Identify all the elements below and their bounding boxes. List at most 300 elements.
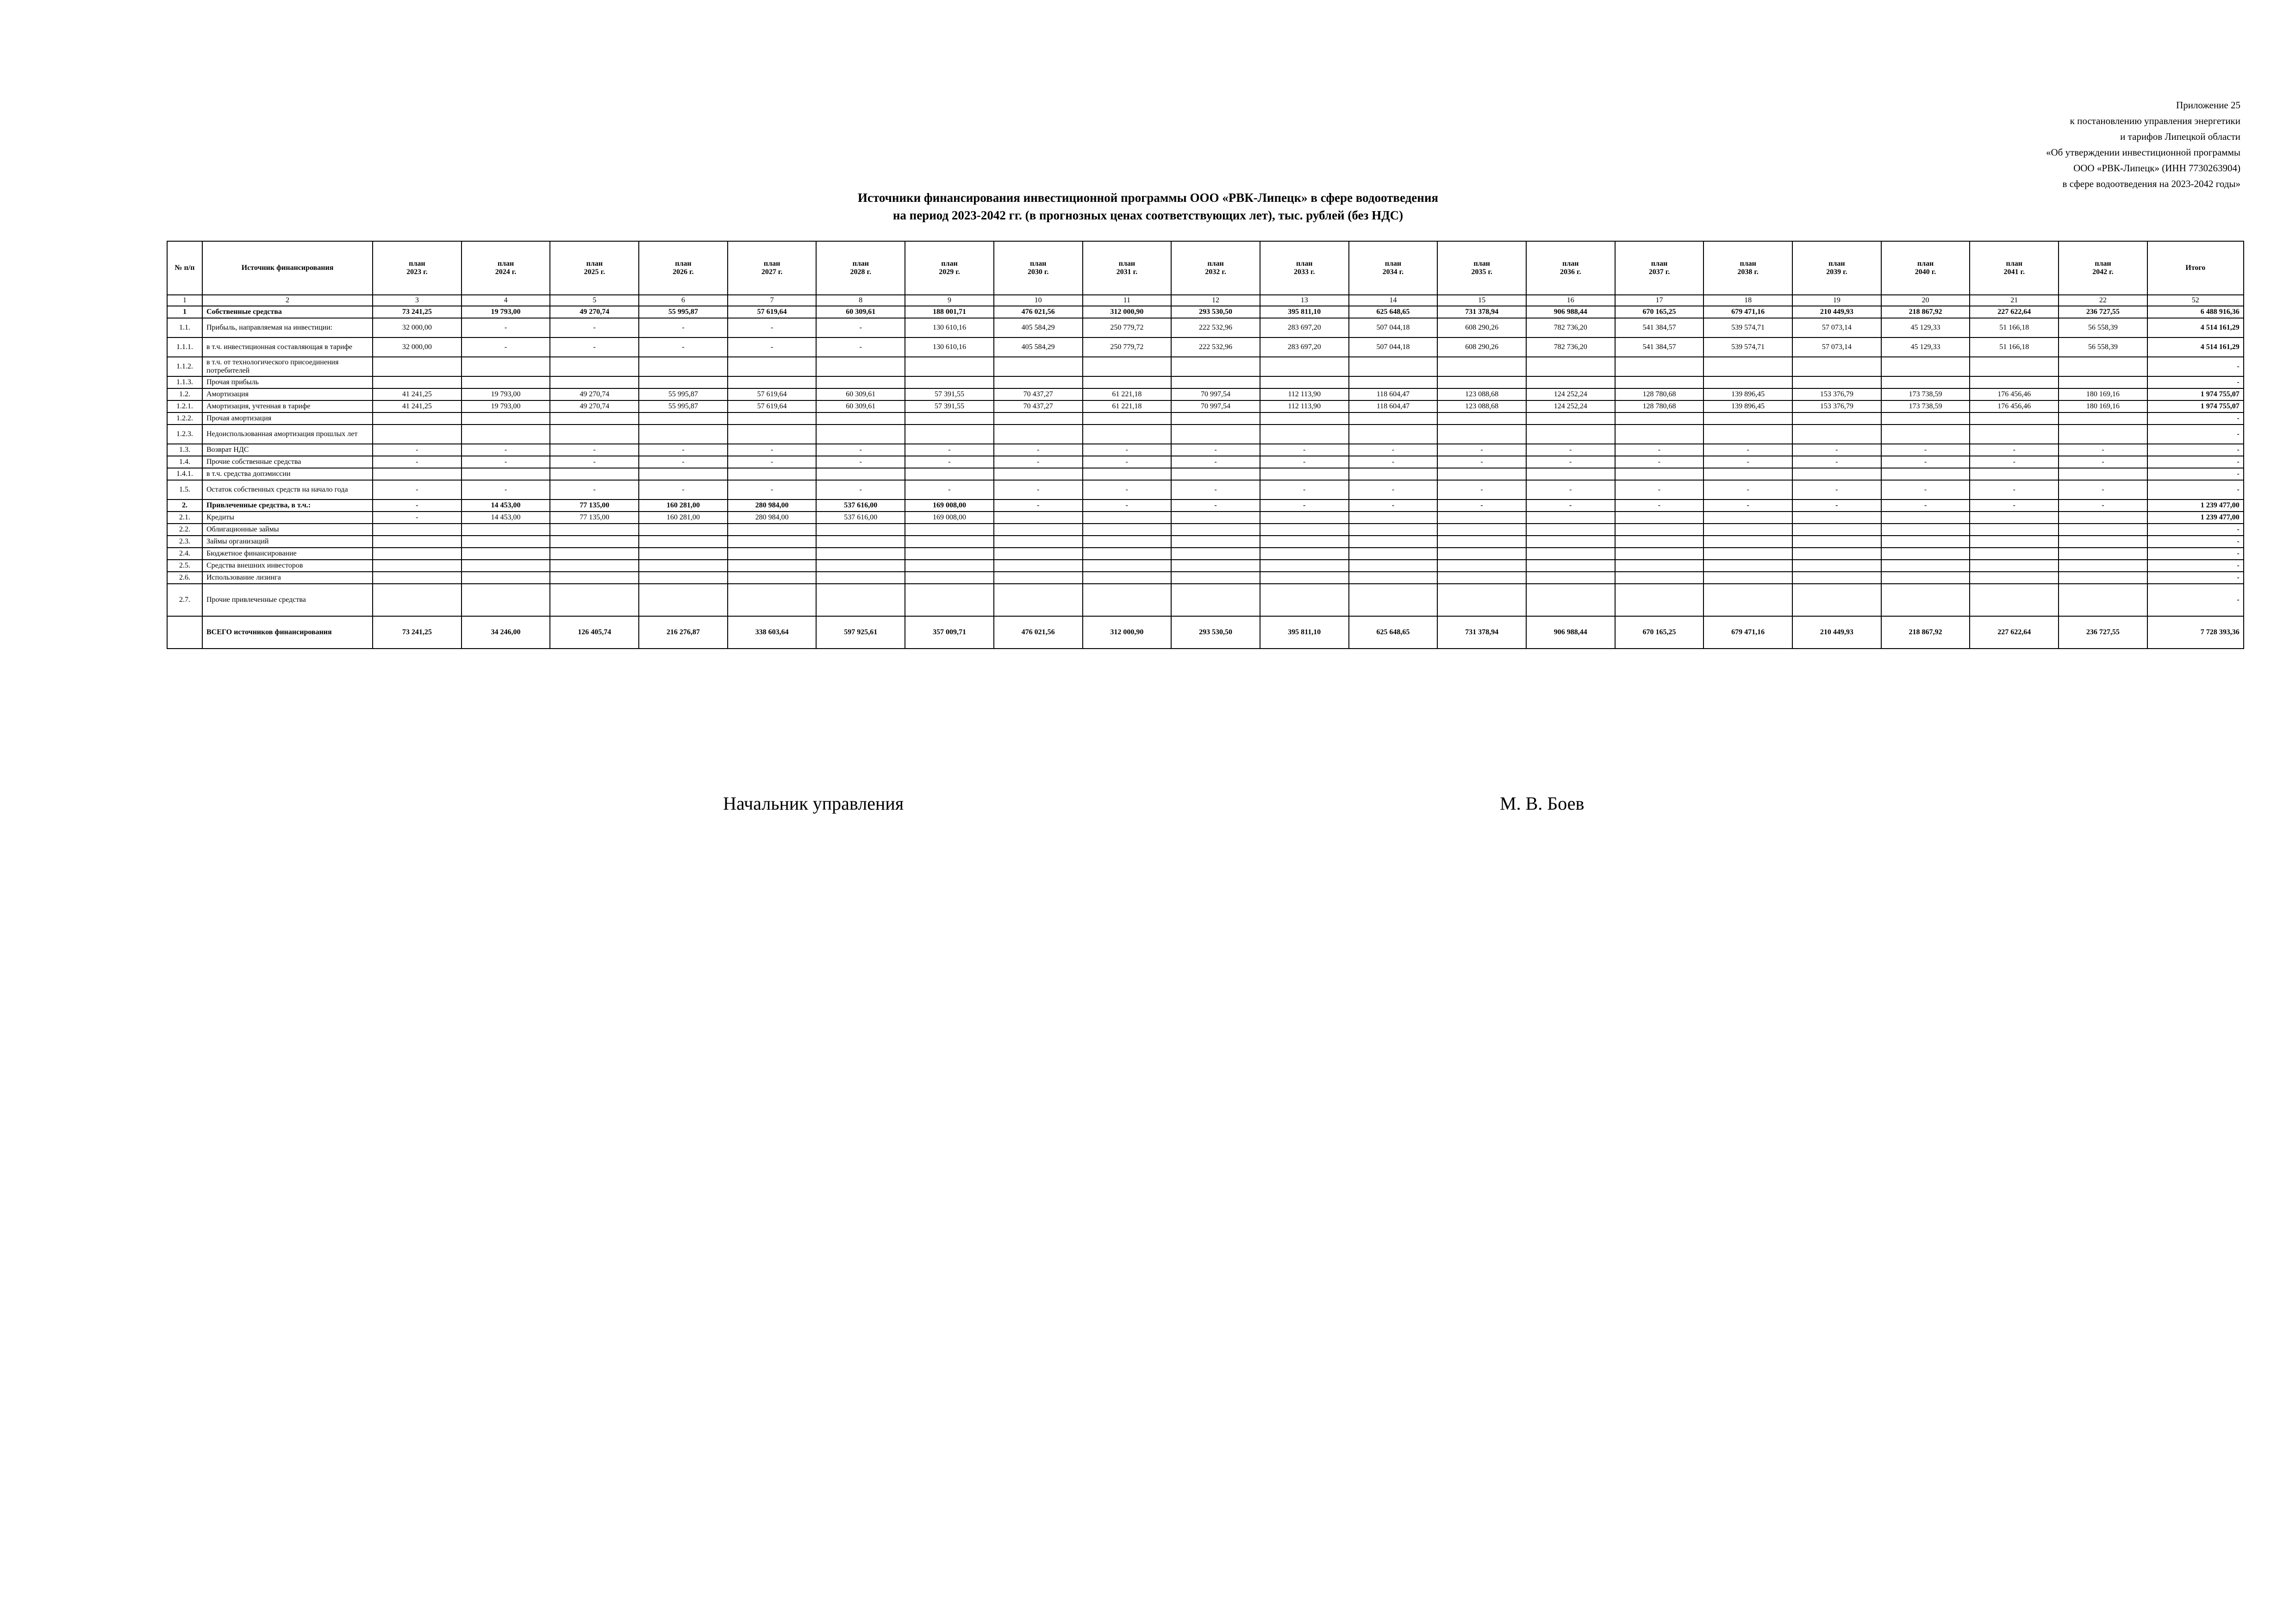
row-total: - xyxy=(2147,412,2244,425)
row-value: 124 252,24 xyxy=(1526,400,1615,412)
column-number: 19 xyxy=(1792,295,1881,306)
row-value xyxy=(1349,572,1438,584)
row-value: 188 001,71 xyxy=(905,306,994,318)
row-value xyxy=(1970,560,2059,572)
row-source-name: Недоиспользованная амортизация прошлых лет xyxy=(202,425,373,444)
row-value: 476 021,56 xyxy=(994,306,1083,318)
row-value: 173 738,59 xyxy=(1881,400,1970,412)
row-value: - xyxy=(1970,444,2059,456)
row-value: 357 009,71 xyxy=(905,616,994,649)
row-value: - xyxy=(550,444,639,456)
row-value xyxy=(1703,425,1792,444)
column-number: 7 xyxy=(728,295,817,306)
row-value: - xyxy=(1437,456,1526,468)
row-value: 608 290,26 xyxy=(1437,337,1526,357)
row-value xyxy=(728,560,817,572)
row-value xyxy=(550,412,639,425)
row-value xyxy=(1970,357,2059,376)
row-value: 782 736,20 xyxy=(1526,337,1615,357)
row-code: 1.2.1. xyxy=(167,400,202,412)
row-value: 49 270,74 xyxy=(550,400,639,412)
row-value: - xyxy=(1349,456,1438,468)
appendix-header xyxy=(1592,97,2240,192)
header-year-7 xyxy=(994,241,1083,295)
row-value: - xyxy=(816,480,905,500)
row-value: 222 532,96 xyxy=(1171,318,1260,337)
row-code: 2.1. xyxy=(167,512,202,524)
row-value xyxy=(728,584,817,616)
row-total: - xyxy=(2147,524,2244,536)
header-plan-label: план xyxy=(675,260,692,268)
row-value: 70 437,27 xyxy=(994,388,1083,400)
row-value: 19 793,00 xyxy=(462,306,550,318)
row-value xyxy=(1526,425,1615,444)
row-value xyxy=(2059,357,2147,376)
row-value: - xyxy=(1260,500,1349,512)
row-value xyxy=(1792,524,1881,536)
row-value: - xyxy=(1526,480,1615,500)
row-value: - xyxy=(1083,500,1172,512)
row-value xyxy=(1349,468,1438,480)
row-value xyxy=(728,548,817,560)
row-value xyxy=(1970,412,2059,425)
row-total: - xyxy=(2147,548,2244,560)
row-value xyxy=(639,412,728,425)
column-number: 14 xyxy=(1349,295,1438,306)
row-value: 118 604,47 xyxy=(1349,388,1438,400)
row-value xyxy=(728,412,817,425)
document-title xyxy=(0,189,2296,224)
row-value: 124 252,24 xyxy=(1526,388,1615,400)
row-value xyxy=(1526,412,1615,425)
row-value: 731 378,94 xyxy=(1437,616,1526,649)
header-year-3 xyxy=(639,241,728,295)
row-value: - xyxy=(994,456,1083,468)
row-value xyxy=(462,468,550,480)
row-value xyxy=(550,572,639,584)
row-value xyxy=(373,536,462,548)
row-value xyxy=(1526,536,1615,548)
row-code: 1.4.1. xyxy=(167,468,202,480)
row-total: 1 239 477,00 xyxy=(2147,500,2244,512)
row-value: - xyxy=(905,480,994,500)
header-plan-label: план xyxy=(2095,260,2111,268)
row-value: - xyxy=(1171,480,1260,500)
row-code: 2.6. xyxy=(167,572,202,584)
header-plan-label: план xyxy=(497,260,514,268)
row-value: 405 584,29 xyxy=(994,337,1083,357)
header-year-label: 2037 г. xyxy=(1648,268,1670,276)
header-year-14 xyxy=(1615,241,1704,295)
row-value xyxy=(994,572,1083,584)
row-value xyxy=(1260,357,1349,376)
row-value xyxy=(994,512,1083,524)
title-line-2: на период 2023-2042 гг. (в прогнозных ценах соответствующих лет), тыс. рублей (без НДС) xyxy=(892,208,1404,222)
row-value xyxy=(1526,548,1615,560)
row-value: 395 811,10 xyxy=(1260,616,1349,649)
header-year-16 xyxy=(1792,241,1881,295)
row-code: 2.7. xyxy=(167,584,202,616)
row-value: 41 241,25 xyxy=(373,400,462,412)
row-code: 2.3. xyxy=(167,536,202,548)
row-value xyxy=(1083,512,1172,524)
table-row xyxy=(167,425,2244,444)
row-value: - xyxy=(1703,444,1792,456)
table-row xyxy=(167,584,2244,616)
row-value xyxy=(994,376,1083,388)
row-source-name: Прочие привлеченные средства xyxy=(202,584,373,616)
row-value: - xyxy=(1437,500,1526,512)
row-value: - xyxy=(1970,480,2059,500)
row-value: - xyxy=(1083,480,1172,500)
row-value: 34 246,00 xyxy=(462,616,550,649)
header-year-4 xyxy=(728,241,817,295)
row-value xyxy=(462,425,550,444)
row-value: 61 221,18 xyxy=(1083,388,1172,400)
row-value xyxy=(1792,584,1881,616)
row-value xyxy=(1703,376,1792,388)
row-value xyxy=(1260,425,1349,444)
row-value xyxy=(728,357,817,376)
row-value: 57 619,64 xyxy=(728,306,817,318)
header-year-label: 2036 г. xyxy=(1560,268,1581,276)
row-total: - xyxy=(2147,584,2244,616)
row-value: - xyxy=(816,337,905,357)
row-value xyxy=(462,536,550,548)
column-number: 5 xyxy=(550,295,639,306)
row-value: 218 867,92 xyxy=(1881,306,1970,318)
header-plan-label: план xyxy=(1828,260,1845,268)
row-value: - xyxy=(728,318,817,337)
row-value: 312 000,90 xyxy=(1083,306,1172,318)
row-value xyxy=(1260,468,1349,480)
column-number: 13 xyxy=(1260,295,1349,306)
row-value xyxy=(905,536,994,548)
row-value xyxy=(462,560,550,572)
row-value xyxy=(1083,357,1172,376)
row-value xyxy=(816,560,905,572)
row-value: - xyxy=(373,480,462,500)
row-value xyxy=(1881,412,1970,425)
row-value xyxy=(1437,548,1526,560)
header-year-2 xyxy=(550,241,639,295)
row-value xyxy=(1349,548,1438,560)
row-value xyxy=(1792,468,1881,480)
header-plan-label: план xyxy=(1029,260,1047,268)
row-value: - xyxy=(639,318,728,337)
row-value xyxy=(1792,512,1881,524)
table-row xyxy=(167,500,2244,512)
row-source-name: Кредиты xyxy=(202,512,373,524)
row-value xyxy=(1349,512,1438,524)
row-value: 128 780,68 xyxy=(1615,388,1704,400)
row-value: 73 241,25 xyxy=(373,616,462,649)
row-value xyxy=(1615,536,1704,548)
row-value: 180 169,16 xyxy=(2059,388,2147,400)
row-value xyxy=(373,584,462,616)
row-value xyxy=(1970,524,2059,536)
row-value xyxy=(1615,548,1704,560)
row-value xyxy=(994,536,1083,548)
row-source-name: ВСЕГО источников финансирования xyxy=(202,616,373,649)
row-value xyxy=(994,524,1083,536)
row-value: 60 309,61 xyxy=(816,388,905,400)
row-value xyxy=(1083,412,1172,425)
row-value: 541 384,57 xyxy=(1615,318,1704,337)
header-year-label: 2035 г. xyxy=(1471,268,1492,276)
header-year-label: 2026 г. xyxy=(673,268,694,276)
row-value: 906 988,44 xyxy=(1526,616,1615,649)
row-value: - xyxy=(1615,480,1704,500)
row-value xyxy=(816,584,905,616)
header-year-19 xyxy=(2059,241,2147,295)
appendix-line: и тарифов Липецкой области xyxy=(2120,131,2240,142)
row-value: 112 113,90 xyxy=(1260,400,1349,412)
header-year-18 xyxy=(1970,241,2059,295)
signatory-position: Начальник управления xyxy=(723,793,904,814)
header-year-label: 2042 г. xyxy=(2092,268,2114,276)
row-source-name: Прибыль, направляемая на инвестиции: xyxy=(202,318,373,337)
row-value: - xyxy=(2059,480,2147,500)
row-value: 130 610,16 xyxy=(905,337,994,357)
row-value: 338 603,64 xyxy=(728,616,817,649)
row-value xyxy=(1437,468,1526,480)
row-value xyxy=(550,468,639,480)
row-value: - xyxy=(462,444,550,456)
row-value: - xyxy=(639,337,728,357)
row-value xyxy=(1881,376,1970,388)
row-value: 57 619,64 xyxy=(728,400,817,412)
row-value: 126 405,74 xyxy=(550,616,639,649)
appendix-line: к постановлению управления энергетики xyxy=(2070,115,2240,126)
row-value: 507 044,18 xyxy=(1349,337,1438,357)
column-number: 18 xyxy=(1703,295,1792,306)
row-value: - xyxy=(1349,480,1438,500)
row-code: 1.5. xyxy=(167,480,202,500)
row-value: - xyxy=(905,456,994,468)
row-value xyxy=(905,376,994,388)
row-value xyxy=(905,560,994,572)
header-year-label: 2033 г. xyxy=(1293,268,1315,276)
header-year-label: 2039 г. xyxy=(1826,268,1847,276)
row-value: 227 622,64 xyxy=(1970,616,2059,649)
row-value: - xyxy=(1260,456,1349,468)
row-value xyxy=(1970,584,2059,616)
row-value: 216 276,87 xyxy=(639,616,728,649)
table-row xyxy=(167,572,2244,584)
row-value: - xyxy=(1526,500,1615,512)
row-value: 49 270,74 xyxy=(550,388,639,400)
row-value xyxy=(1970,468,2059,480)
row-value xyxy=(1970,512,2059,524)
row-value xyxy=(1881,524,1970,536)
row-value: 61 221,18 xyxy=(1083,400,1172,412)
row-value xyxy=(1349,425,1438,444)
row-value xyxy=(1349,376,1438,388)
row-value xyxy=(639,357,728,376)
row-value xyxy=(2059,425,2147,444)
column-number: 15 xyxy=(1437,295,1526,306)
row-value xyxy=(816,468,905,480)
row-value: - xyxy=(1792,500,1881,512)
column-number: 2 xyxy=(202,295,373,306)
row-value xyxy=(550,548,639,560)
row-value xyxy=(905,425,994,444)
row-value: - xyxy=(905,444,994,456)
row-value xyxy=(1437,560,1526,572)
row-code: 1.4. xyxy=(167,456,202,468)
row-value xyxy=(373,376,462,388)
row-value xyxy=(639,560,728,572)
row-value: - xyxy=(462,337,550,357)
row-value xyxy=(550,560,639,572)
row-value xyxy=(2059,524,2147,536)
row-value xyxy=(373,560,462,572)
row-value xyxy=(905,468,994,480)
row-value: - xyxy=(639,444,728,456)
row-value xyxy=(1881,560,1970,572)
row-value xyxy=(1349,584,1438,616)
row-value: - xyxy=(550,480,639,500)
row-value xyxy=(1526,560,1615,572)
row-value: - xyxy=(2059,456,2147,468)
row-value xyxy=(905,412,994,425)
row-value: 539 574,71 xyxy=(1703,337,1792,357)
row-code: 2.5. xyxy=(167,560,202,572)
row-value xyxy=(462,376,550,388)
row-code: 2.4. xyxy=(167,548,202,560)
row-value xyxy=(1260,376,1349,388)
row-source-name: Бюджетное финансирование xyxy=(202,548,373,560)
row-value: 49 270,74 xyxy=(550,306,639,318)
header-plan-label: план xyxy=(2006,260,2022,268)
row-value: 41 241,25 xyxy=(373,388,462,400)
row-value: - xyxy=(373,456,462,468)
row-value: 19 793,00 xyxy=(462,388,550,400)
row-value: - xyxy=(1792,444,1881,456)
row-value: - xyxy=(1792,456,1881,468)
header-plan-label: план xyxy=(1296,260,1313,268)
signatory-name: М. В. Боев xyxy=(1500,793,1585,814)
row-value xyxy=(1260,584,1349,616)
row-value: 283 697,20 xyxy=(1260,318,1349,337)
row-value xyxy=(1703,584,1792,616)
row-source-name: Займы организаций xyxy=(202,536,373,548)
column-number: 17 xyxy=(1615,295,1704,306)
row-value: 112 113,90 xyxy=(1260,388,1349,400)
appendix-line: ООО «РВК-Липецк» (ИНН 7730263904) xyxy=(2073,162,2240,174)
row-total: - xyxy=(2147,560,2244,572)
row-value: 395 811,10 xyxy=(1260,306,1349,318)
row-value: - xyxy=(994,444,1083,456)
row-value: 541 384,57 xyxy=(1615,337,1704,357)
row-value xyxy=(1792,425,1881,444)
row-total: 4 514 161,29 xyxy=(2147,337,2244,357)
row-value: 57 073,14 xyxy=(1792,318,1881,337)
row-value: 782 736,20 xyxy=(1526,318,1615,337)
row-value: 679 471,16 xyxy=(1703,306,1792,318)
row-value xyxy=(1437,357,1526,376)
row-value xyxy=(1792,572,1881,584)
header-year-label: 2027 г. xyxy=(761,268,783,276)
row-value: 73 241,25 xyxy=(373,306,462,318)
row-value xyxy=(816,572,905,584)
row-value: 250 779,72 xyxy=(1083,318,1172,337)
row-source-name: в т.ч. средства допэмиссии xyxy=(202,468,373,480)
row-source-name: Амортизация, учтенная в тарифе xyxy=(202,400,373,412)
header-year-0 xyxy=(373,241,462,295)
row-value: - xyxy=(1881,500,1970,512)
row-value xyxy=(1970,548,2059,560)
row-value: 51 166,18 xyxy=(1970,318,2059,337)
column-number: 10 xyxy=(994,295,1083,306)
row-value xyxy=(1792,560,1881,572)
row-value: 70 437,27 xyxy=(994,400,1083,412)
row-value xyxy=(373,524,462,536)
financing-sources-table xyxy=(167,241,2244,649)
table-row xyxy=(167,468,2244,480)
table-row xyxy=(167,376,2244,388)
row-value xyxy=(1792,548,1881,560)
row-value: 169 008,00 xyxy=(905,512,994,524)
row-value xyxy=(2059,572,2147,584)
row-total: - xyxy=(2147,425,2244,444)
header-plan-label: план xyxy=(1740,260,1756,268)
row-value: 227 622,64 xyxy=(1970,306,2059,318)
row-value: - xyxy=(816,456,905,468)
row-value: 625 648,65 xyxy=(1349,306,1438,318)
row-source-name: в т.ч. инвестиционная составляющая в тарифе xyxy=(202,337,373,357)
row-value xyxy=(2059,412,2147,425)
row-value: 57 073,14 xyxy=(1792,337,1881,357)
row-value xyxy=(1615,376,1704,388)
table-row xyxy=(167,337,2244,357)
row-value: - xyxy=(1526,456,1615,468)
row-value: 56 558,39 xyxy=(2059,337,2147,357)
row-code: 1.3. xyxy=(167,444,202,456)
row-value: 19 793,00 xyxy=(462,400,550,412)
header-plan-label: план xyxy=(586,260,603,268)
row-value: - xyxy=(639,480,728,500)
row-source-name: в т.ч. от технологического присоединения потребителей xyxy=(202,357,373,376)
row-value xyxy=(462,572,550,584)
column-number: 9 xyxy=(905,295,994,306)
row-value: 45 129,33 xyxy=(1881,318,1970,337)
row-value xyxy=(1615,572,1704,584)
row-value: - xyxy=(2059,444,2147,456)
row-value: 176 456,46 xyxy=(1970,388,2059,400)
header-year-1 xyxy=(462,241,550,295)
row-value: 118 604,47 xyxy=(1349,400,1438,412)
row-value: 14 453,00 xyxy=(462,500,550,512)
row-value xyxy=(1437,536,1526,548)
header-plan-label: план xyxy=(941,260,958,268)
row-value xyxy=(2059,548,2147,560)
row-value xyxy=(1171,412,1260,425)
row-value: - xyxy=(816,444,905,456)
row-value: - xyxy=(728,444,817,456)
row-value: 153 376,79 xyxy=(1792,400,1881,412)
column-number: 1 xyxy=(167,295,202,306)
row-value: 160 281,00 xyxy=(639,500,728,512)
table-row xyxy=(167,548,2244,560)
header-plan-label: план xyxy=(1651,260,1668,268)
header-plan-label: план xyxy=(1207,260,1224,268)
table-header-row xyxy=(167,241,2244,295)
row-value xyxy=(1792,357,1881,376)
row-value xyxy=(639,524,728,536)
row-value xyxy=(1437,376,1526,388)
